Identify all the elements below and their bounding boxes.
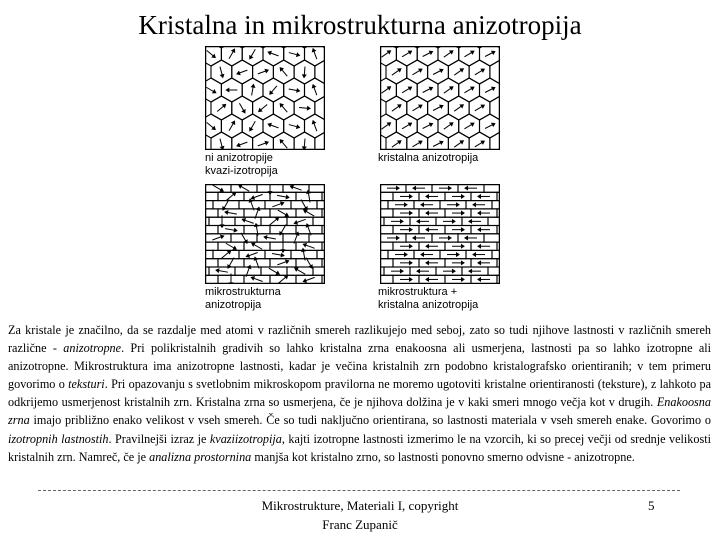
anisotropy-figure	[200, 46, 530, 316]
panel-equiaxed-random	[205, 46, 325, 150]
panel-label-microstructure-plus-crystal: mikrostruktura + kristalna anizotropija	[378, 286, 479, 311]
paragraph-text: imajo približno enako velikost v vseh smereh. Če so tudi naključno orientirana, so lastnosti materiala v vseh smereh enake. Govorimo o	[29, 413, 711, 428]
panel-crystal-anisotropy	[380, 46, 500, 150]
emphasized-term: izotropnih lastnostih	[8, 431, 109, 446]
panel-microstructure-anisotropy	[205, 184, 325, 284]
panel-label-crystal-anisotropy: kristalna anizotropija	[378, 152, 479, 164]
paragraph-text: . Pravilnejši izraz je	[108, 431, 210, 446]
emphasized-term: teksturi	[68, 377, 105, 392]
emphasized-term: kvaziizotropija	[209, 431, 282, 446]
emphasized-term: anizotropne	[63, 341, 122, 356]
page-number: 5	[648, 498, 655, 513]
paragraph-text: . Pri polikristalnih gradivih so lahko kristalna zrna enakoosna ali usmerjena, lastnosti pa so lahko izotropne ali anizotropne. Mikrostruktura ima anizotropne lastnosti, kadar je večina kristalnih zrn podobno kristalografsko orientiranih; v tem primeru govorimo o	[8, 341, 712, 392]
footer-divider	[38, 490, 680, 491]
body-paragraph	[8, 321, 711, 466]
paragraph-text: , kajti izotropne lastnosti izmerimo le na vzorcih, ki so precej večji od srednje velikosti kristalnih zrn. Namreč, če je	[8, 431, 711, 464]
panel-label-microstructure-anisotropy: mikrostrukturna anizotropija	[205, 286, 281, 311]
slide-title: Kristalna in mikrostrukturna anizotropija	[138, 10, 582, 40]
emphasized-term: Enakoosna zrna	[8, 395, 711, 428]
paragraph-text: manjša kot kristalno zrno, so lastnosti ponovno smerno odvisne - anizotropne.	[251, 449, 635, 464]
footer-text: Mikrostrukture, Materiali I, copyright Franc Zupanič	[261, 498, 459, 532]
panel-label-quasi-isotropy: ni anizotropije kvazi-izotropija	[205, 152, 278, 177]
emphasized-term: analizna prostornina	[149, 449, 252, 464]
panel-microstructure-crystal-anisotropy	[380, 184, 500, 284]
paragraph-text: . Pri opazovanju s svetlobnim mikroskopom pravilorna ne moremo ugotoviti kristalne orientiranosti (teksture), z lahkoto pa odkrijemo usmerjenost kristalnih zrn. Kristalna zrna so usmerjena, če je njihova dolžina je v kaki smeri mnogo večja kot v drugih.	[8, 377, 711, 410]
paragraph-text: Za kristale je značilno, da se razdalje med atomi v različnih smereh razlikujejo med seboj, zato so tudi njihove lastnosti v različnih smereh različne -	[8, 323, 711, 356]
